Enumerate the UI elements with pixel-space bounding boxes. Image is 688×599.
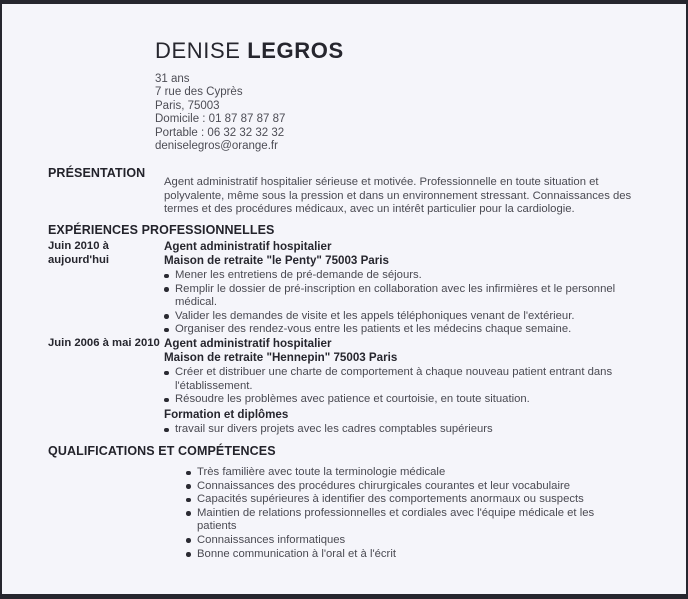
list-item-text: Mener les entretiens de pré-demande de séjours. — [175, 269, 422, 281]
candidate-first-name: DENISE — [155, 38, 241, 63]
education-bullet-list — [164, 423, 636, 437]
bullet-icon — [186, 484, 191, 489]
bullet-icon — [186, 511, 191, 516]
list-item-text: travail sur divers projets avec les cadres comptables supérieurs — [175, 423, 493, 435]
list-item — [186, 534, 636, 548]
bullet-icon — [164, 428, 169, 433]
contact-email: deniselegros@orange.fr — [155, 140, 278, 153]
list-item-text: Maintien de relations professionnelles et cordiales avec l'équipe médicale et les patients — [197, 506, 595, 533]
contact-block — [155, 73, 635, 153]
job-entry — [164, 240, 636, 337]
resume-header — [155, 38, 635, 153]
list-item — [186, 466, 636, 480]
list-item-text: Bonne communication à l'oral et à l'écrit — [197, 547, 396, 560]
contact-city-zip: Paris, 75003 — [155, 99, 220, 112]
list-item — [164, 283, 636, 310]
list-item-text: Connaissances des procédures chirurgicales courantes et leur vocabulaire — [197, 479, 571, 492]
section-title-presentation: PRÉSENTATION — [48, 166, 146, 180]
bullet-icon — [164, 274, 169, 279]
job-title: Agent administratif hospitalier — [164, 337, 332, 350]
list-item — [164, 393, 636, 407]
qualifications-bullet-list — [186, 466, 636, 561]
presentation-text: Agent administratif hospitalier sérieuse et motivée. Professionnelle en toute situation et polyvalente, même sous la pression et dans un environnement stressant. Connaissances des termes et des procédures médicaux, avec un intérêt particulier pour la cardiologie. — [164, 176, 632, 216]
list-item — [186, 548, 636, 562]
resume-content — [2, 4, 686, 594]
contact-mobile-phone: Portable : 06 32 32 32 32 — [155, 126, 285, 139]
job-company: Maison de retraite "Hennepin" 75003 Paris — [164, 351, 398, 364]
bullet-icon — [186, 538, 191, 543]
candidate-last-name: LEGROS — [247, 38, 344, 63]
contact-home-phone: Domicile : 01 87 87 87 87 — [155, 113, 286, 126]
job-entry — [164, 337, 636, 407]
list-item-text: Résoudre les problèmes avec patience et courtoisie, en toute situation. — [175, 393, 530, 406]
list-item — [186, 493, 636, 507]
qualifications-entry — [186, 465, 636, 561]
bullet-icon — [164, 287, 169, 292]
list-item — [164, 423, 636, 437]
bullet-icon — [164, 398, 169, 403]
section-title-experience: EXPÉRIENCES PROFESSIONNELLES — [48, 223, 275, 237]
list-item-text: Très familière avec toute la terminologie médicale — [197, 466, 446, 478]
job-dates: Juin 2006 à mai 2010 — [48, 337, 160, 349]
job-title: Agent administratif hospitalier — [164, 240, 332, 253]
list-item — [164, 310, 636, 324]
list-item — [164, 323, 636, 337]
job-dates: Juin 2010 à aujourd'hui — [48, 240, 110, 266]
list-item-text: Connaissances informatiques — [197, 533, 346, 546]
list-item-text: Remplir le dossier de pré-inscription en collaboration avec les infirmières et le personnel médical. — [175, 282, 616, 309]
job-bullet-list — [164, 269, 636, 337]
bullet-icon — [164, 314, 169, 319]
list-item-text: Capacités supérieures à identifier des comportements anormaux ou suspects — [197, 493, 584, 506]
contact-street: 7 rue des Cyprès — [155, 86, 243, 99]
list-item-text: Créer et distribuer une charte de comportement à chaque nouveau patient entrant dans l'établissement. — [175, 366, 613, 392]
bullet-icon — [164, 371, 169, 376]
contact-age: 31 ans — [155, 73, 190, 85]
list-item-text: Organiser des rendez-vous entre les patients et les médecins chaque semaine. — [175, 323, 572, 336]
job-company: Maison de retraite "le Penty" 75003 Paris — [164, 254, 389, 267]
candidate-name — [155, 38, 635, 64]
education-entry — [164, 408, 636, 437]
bullet-icon — [164, 328, 169, 333]
list-item — [164, 269, 636, 283]
education-title: Formation et diplômes — [164, 408, 289, 421]
job-bullet-list — [164, 366, 636, 407]
section-title-qualifications: QUALIFICATIONS ET COMPÉTENCES — [48, 444, 276, 458]
bullet-icon — [186, 471, 191, 476]
bullet-icon — [186, 498, 191, 503]
list-item — [164, 366, 636, 393]
list-item — [186, 480, 636, 494]
list-item-text: Valider les demandes de visite et les appels téléphoniques venant de l'extérieur. — [175, 309, 575, 322]
bullet-icon — [186, 552, 191, 557]
list-item — [186, 507, 636, 534]
